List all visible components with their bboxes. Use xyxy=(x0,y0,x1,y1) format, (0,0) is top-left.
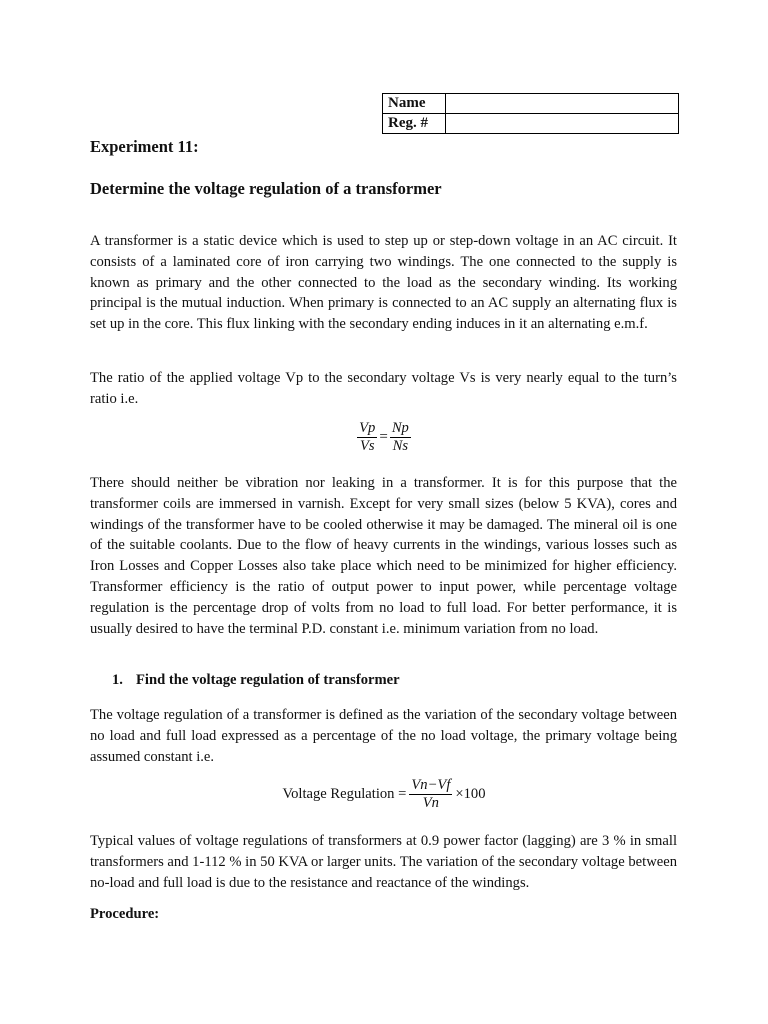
rhs-denominator: Ns xyxy=(392,438,409,454)
voltage-regulation-equation xyxy=(0,777,768,812)
experiment-title: Experiment 11: xyxy=(90,137,199,156)
student-info-table xyxy=(382,93,679,134)
ratio-paragraph: The ratio of the applied voltage Vp to the secondary voltage Vs is very nearly equal to the turn’s ratio i.e. xyxy=(90,370,677,407)
name-row xyxy=(383,94,679,114)
cooling-paragraph: There should neither be vibration nor leaking in a transformer. It is for this purpose that the transformer coils are immersed in varnish. Except for very small sizes (below 5 KVA), cores and windings of the transformer have to be cooled otherwise it may be damaged. The mineral oil is one of the suitable coolants. Due to the flow of heavy currents in the windings, various losses such as Iron Losses and Copper Losses also take place which need to be minimized for higher efficiency. Transformer efficiency is the ratio of output power to input power, while percentage voltage regulation is the percentage drop of volts from no load to full load. For better performance, it is usually desired to have the terminal P.D. constant i.e. minimum variation from no load. xyxy=(90,475,677,637)
typical-values-paragraph: Typical values of voltage regulations of transformers at 0.9 power factor (lagging) are 3 % in small transformers and 1-112 % in 50 KVA or larger units. The variation of the secondary voltage between no-load and full load is due to the resistance and reactance of the windings. xyxy=(90,833,677,891)
name-label: Name xyxy=(383,94,446,114)
reg-row xyxy=(383,114,679,134)
regulation-fraction xyxy=(409,777,452,812)
section-number: 1. xyxy=(112,672,123,688)
equation-label: Voltage Regulation = xyxy=(282,786,407,802)
section-heading-1 xyxy=(112,672,400,689)
definition-paragraph: The voltage regulation of a transformer is defined as the variation of the secondary voltage between no load and full load expressed as a percentage of the no load voltage, the primary voltage being assumed constant i.e. xyxy=(90,707,677,765)
reg-label: Reg. # xyxy=(383,114,446,134)
regulation-denominator: Vn xyxy=(422,795,439,811)
procedure-heading: Procedure: xyxy=(90,906,160,922)
turns-ratio-equation xyxy=(0,420,768,455)
equals-sign: = xyxy=(379,429,388,445)
experiment-subtitle: Determine the voltage regulation of a transformer xyxy=(90,179,442,198)
regulation-numerator: Vn−Vf xyxy=(411,777,451,793)
times-hundred: ×100 xyxy=(455,786,486,802)
rhs-fraction xyxy=(390,420,411,455)
reg-field[interactable] xyxy=(446,114,679,134)
lhs-fraction xyxy=(357,420,377,455)
intro-paragraph: A transformer is a static device which is used to step up or step-down voltage in an AC circuit. It consists of a laminated core of iron carrying two windings. The one connected to the supply is known as primary and the other connected to the load as the secondary winding. Its working principal is the mutual induction. When primary is connected to an AC supply an alternating flux is set up in the core. This flux linking with the secondary ending induces in it an alternating e.m.f. xyxy=(90,233,677,333)
section-title: Find the voltage regulation of transformer xyxy=(136,672,400,688)
lhs-numerator: Vp xyxy=(359,420,376,436)
lhs-denominator: Vs xyxy=(359,438,375,454)
name-field[interactable] xyxy=(446,94,679,114)
rhs-numerator: Np xyxy=(391,420,409,436)
